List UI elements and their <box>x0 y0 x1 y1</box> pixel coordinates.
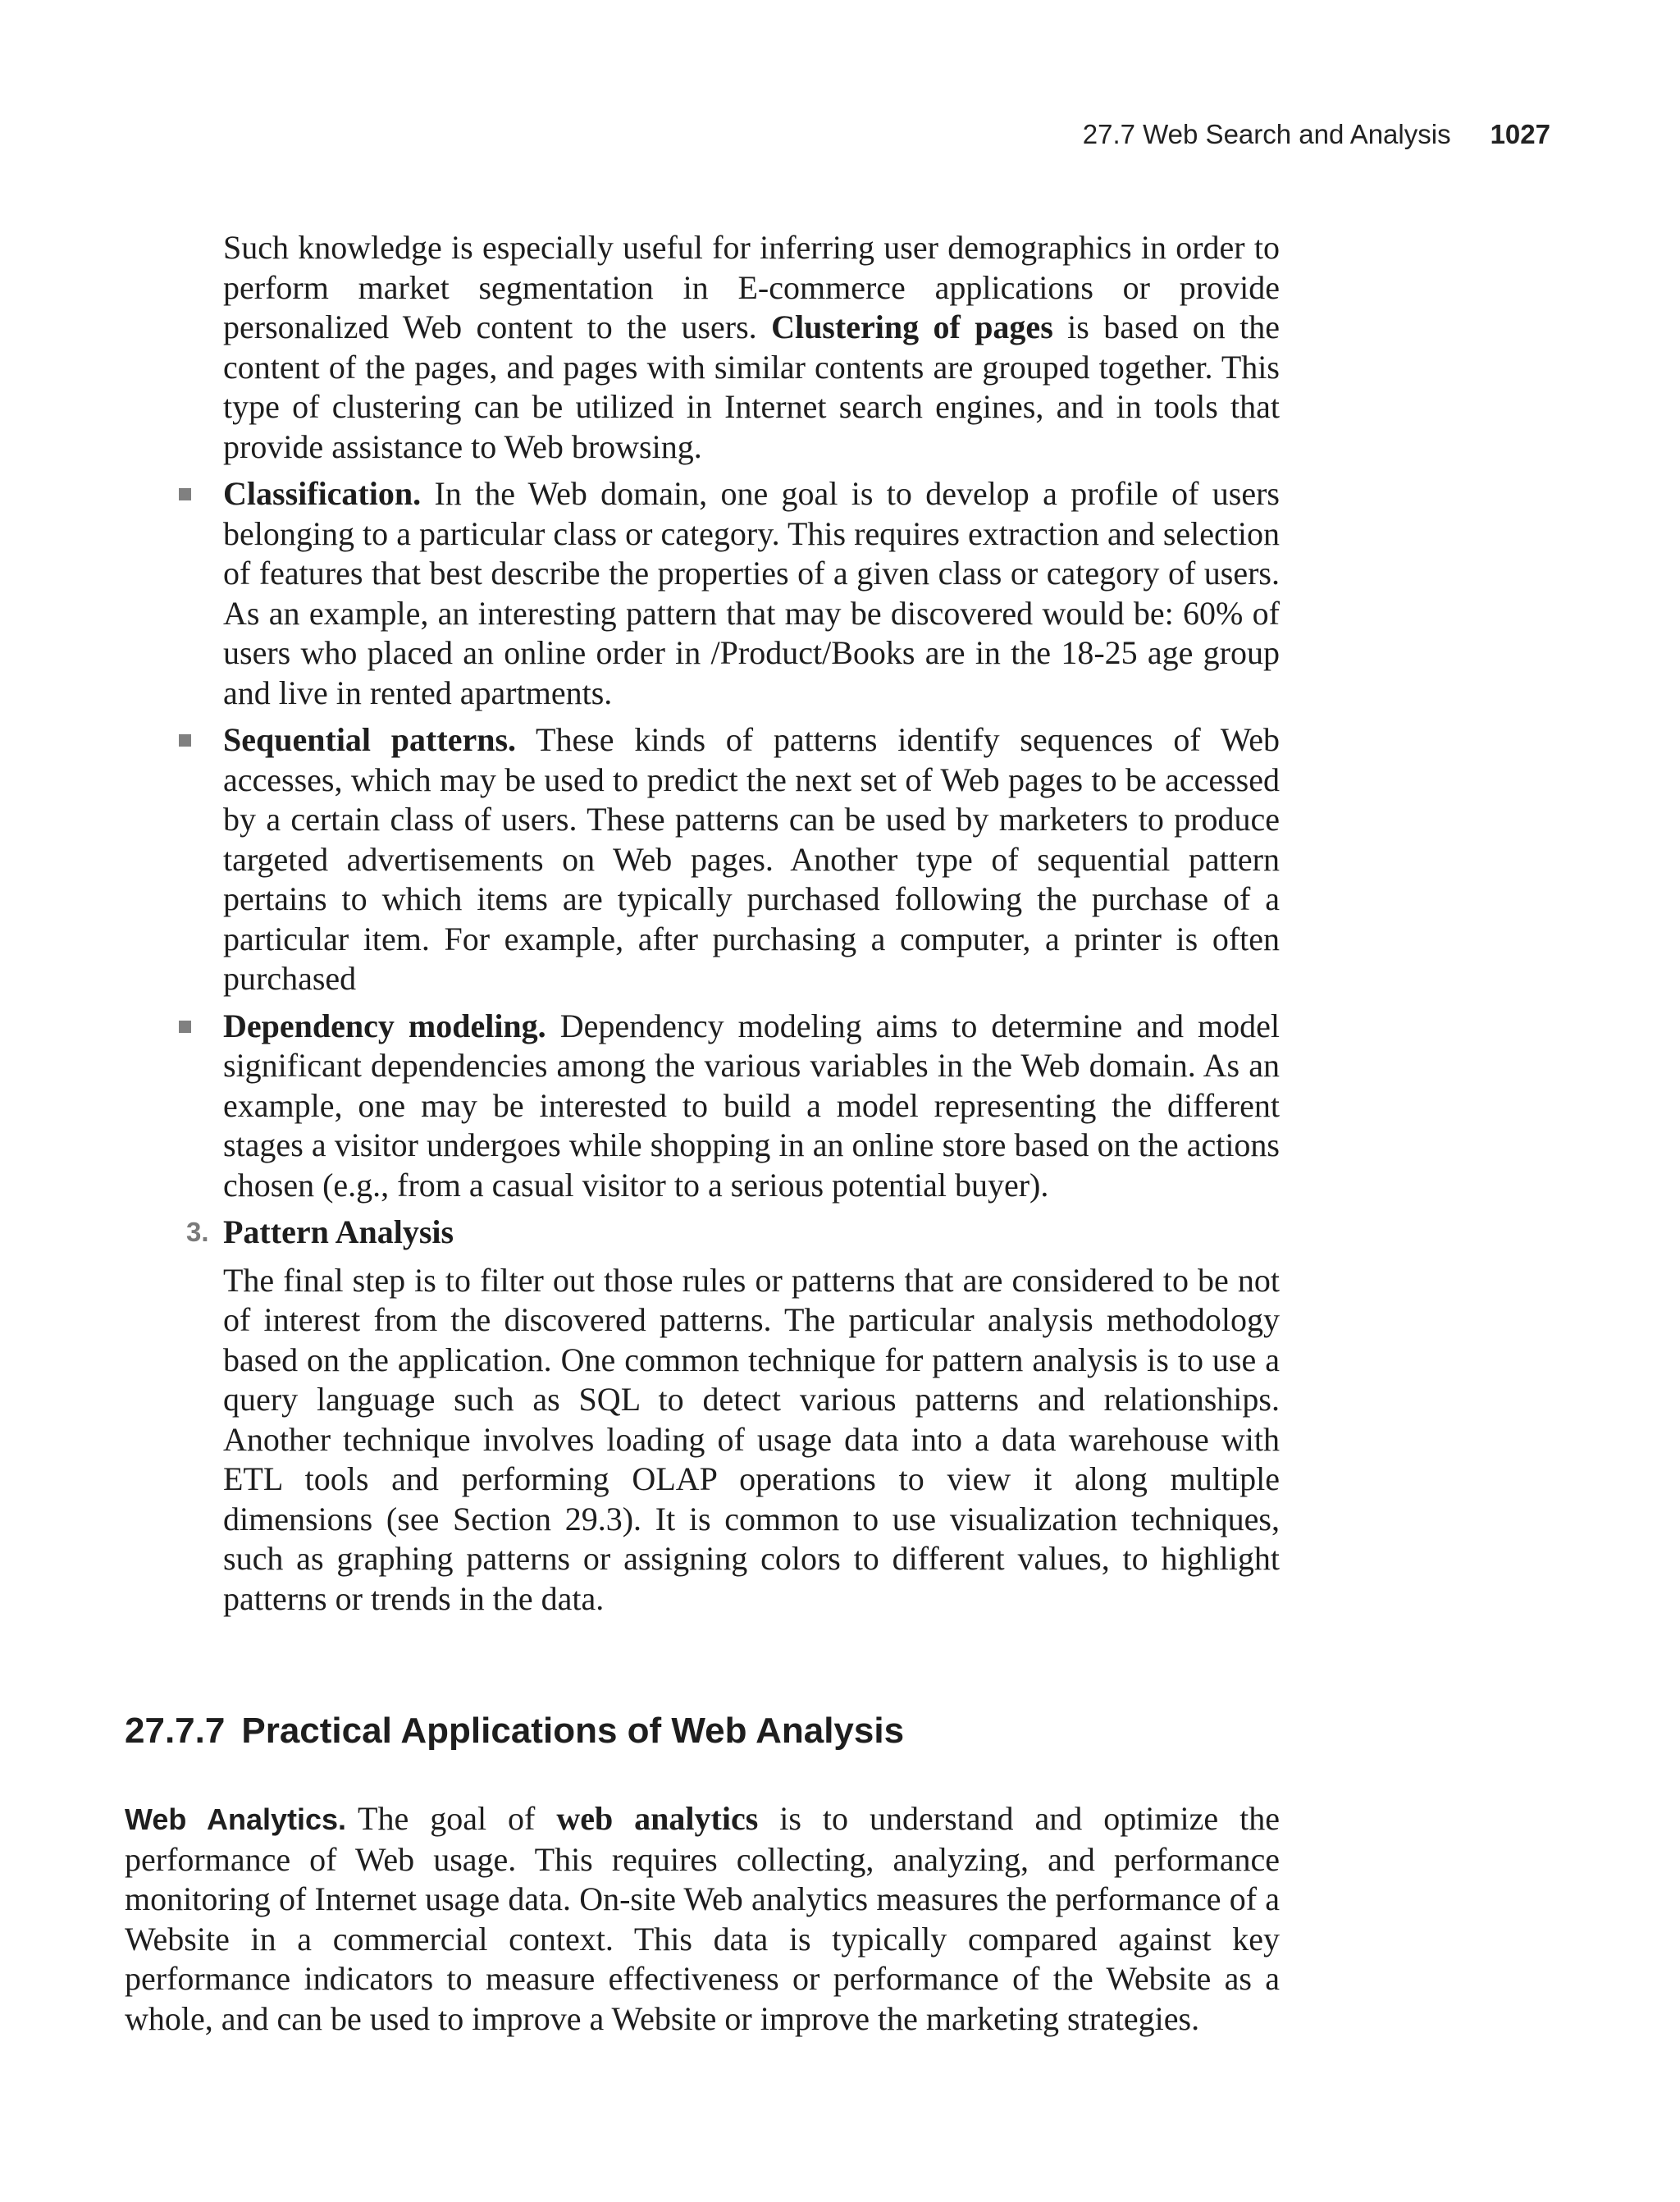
runin-heading: Web Analytics. <box>125 1802 347 1836</box>
step-3-pattern-analysis <box>186 1213 1280 1619</box>
subsection-number: 27.7.7 <box>125 1711 226 1751</box>
page-number: 1027 <box>1490 119 1550 149</box>
bullet-classification: Classification. In the Web domain, one goal is to develop a profile of users belonging to a particular class or category. This requires extraction and selection of features that best describe the properties of a given class or category of users. As an example, an interesting pattern that may be discovered would be: 60% of users who placed an online order in /Product/Books are in the 18-25 age group and live in rented apartments. <box>223 474 1280 713</box>
subsection-heading <box>125 1711 904 1752</box>
step-paragraph: The final step is to filter out those rules or patterns that are considered to be not of interest from the discovered patterns. The particular analysis methodology based on the application. One common technique for pattern analysis is to use a query language such as SQL to detect various patterns and relationships. Another technique involves loading of usage data into a data warehouse with ETL tools and performing OLAP operations to view it along multiple dimensions (see Section 29.3). It is common to use visualization techniques, such as graphing patterns or assigning colors to different values, to highlight patterns or trends in the data. <box>223 1261 1280 1617</box>
step-number: 3. <box>186 1217 209 1247</box>
intro-paragraph: Such knowledge is especially useful for inferring user demographics in order to perform market segmentation in E-commerce applications or provide personalized Web content to the users. Clustering of pages is based on the content of the pages, and pages with similar contents are grouped together. This type of clustering can be utilized in Internet search engines, and in tools that provide assistance to Web browsing. <box>223 229 1281 465</box>
square-bullet-icon <box>179 1021 191 1033</box>
main-column <box>186 228 1281 1619</box>
header-section-title: 27.7 Web Search and Analysis <box>1082 119 1451 149</box>
web-analytics-paragraph: Web Analytics. The goal of web analytics is to understand and optimize the performance of Web usage. This requires collecting, analyzing, and performance monitoring of Internet usage data. On-site Web analytics measures the performance of a Website in a commercial context. This data is typically compared against key performance indicators to measure effectiveness or performance of the Website as a whole, and can be used to improve a Website or improve the marketing strategies. <box>125 1800 1280 2037</box>
square-bullet-icon <box>179 488 191 500</box>
term-web-analytics: web analytics <box>556 1800 759 1837</box>
subsection-title: Practical Applications of Web Analysis <box>241 1711 905 1751</box>
web-analytics-section <box>125 1799 1280 2039</box>
bullet-dependency-modeling: Dependency modeling. Dependency modeling aims to determine and model significant dependencies among the various variables in the Web domain. As an example, one may be interested to build a model representing the different stages a visitor undergoes while shopping in an online store based on the actions chosen (e.g., from a casual visitor to a serious potential buyer). <box>223 1007 1280 1206</box>
running-header <box>0 119 1550 150</box>
bullet-sequential-patterns: Sequential patterns. These kinds of patterns identify sequences of Web accesses, which may be used to predict the next set of Web pages to be accessed by a certain class of users. These patterns can be used by marketers to produce targeted advertisements on Web pages. Another type of sequential pattern pertains to which items are typically purchased following the purchase of a particular item. For example, after purchasing a computer, a printer is often purchased <box>223 720 1280 999</box>
term-clustering-of-pages: Clustering of pages <box>771 308 1053 345</box>
step-title: Pattern Analysis <box>223 1213 454 1250</box>
square-bullet-icon <box>179 734 191 747</box>
